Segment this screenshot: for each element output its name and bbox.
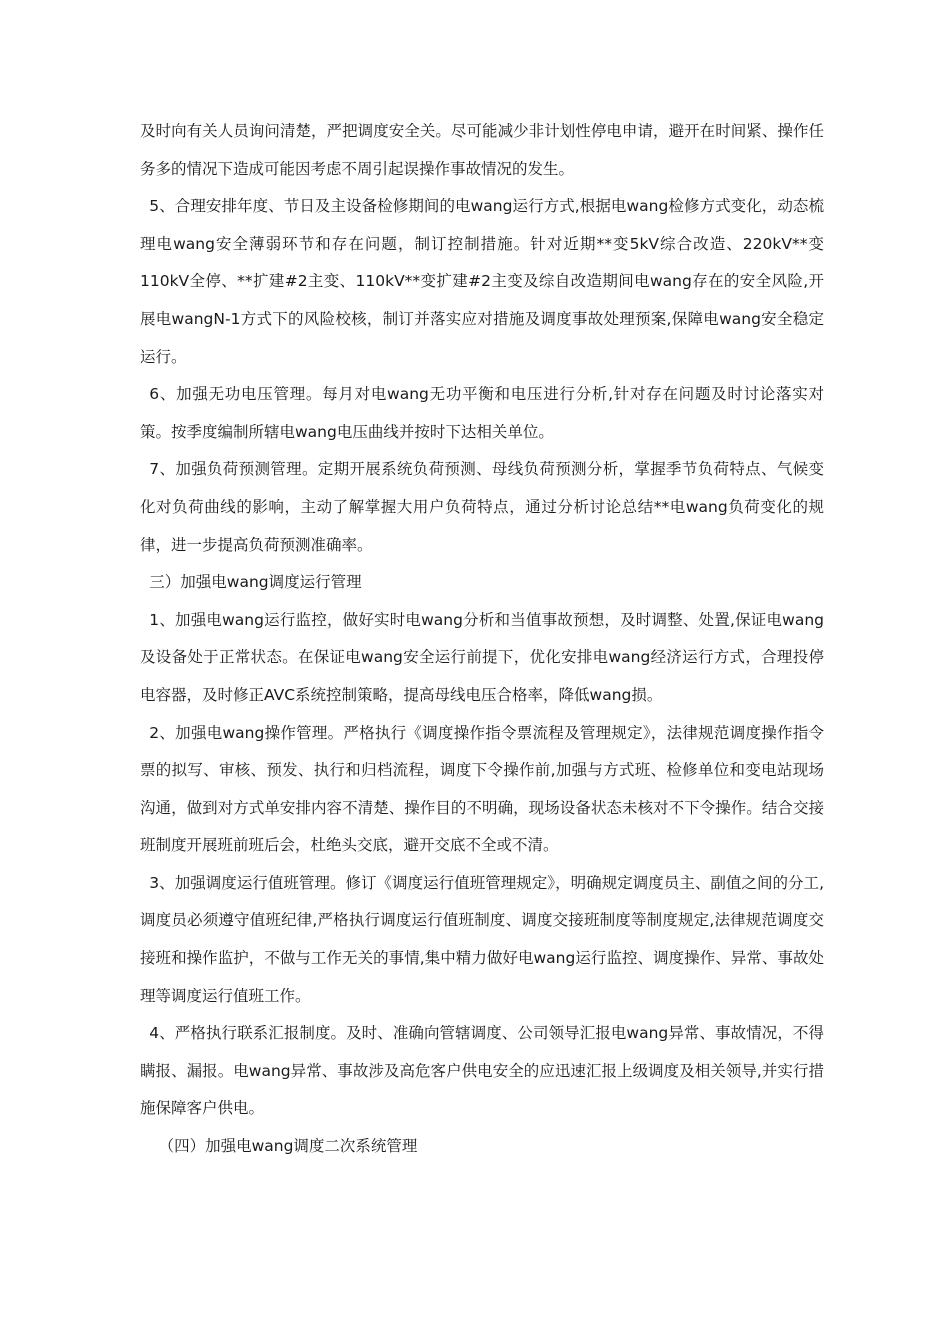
paragraph-item-5: 5、合理安排年度、节日及主设备检修期间的电wang运行方式,根据电wang检修方式变化，动态梳理电wang安全薄弱环节和存在问题，制订控制措施。针对近期**变5kV综合改造、220kV**变110kV全停、**扩建#2主变、110kV**变扩建#2主变及综自改造期间电wang存在的安全风险,开展电wangN-1方式下的风险校核，制订并落实应对措施及调度事故处理预案,保障电wang安全稳定运行。 [140, 197, 824, 366]
paragraph-section3-item-1: 1、加强电wang运行监控，做好实时电wang分析和当值事故预想，及时调整、处置,保证电wang及设备处于正常状态。在保证电wang安全运行前提下，优化安排电wang经济运行方式，合理投停电容器，及时修正AVC系统控制策略，提高母线电压合格率，降低wang损。 [140, 610, 824, 704]
paragraph-section3-item-4: 4、严格执行联系汇报制度。及时、准确向管辖调度、公司领导汇报电wang异常、事故情况，不得瞒报、漏报。电wang异常、事故涉及高危客户供电安全的应迅速汇报上级调度及相关领导,并实行措施保障客户供电。 [140, 1024, 824, 1118]
paragraph-continuation: 及时向有关人员询问清楚，严把调度安全关。尽可能减少非计划性停电申请，避开在时间紧、操作任务多的情况下造成可能因考虑不周引起误操作事故情况的发生。 [140, 122, 824, 178]
paragraph-item-7: 7、加强负荷预测管理。定期开展系统负荷预测、母线负荷预测分析，掌握季节负荷特点、气候变化对负荷曲线的影响，主动了解掌握大用户负荷特点，通过分析讨论总结**电wang负荷变化的规律，进一步提高负荷预测准确率。 [140, 460, 824, 554]
section-heading-4: （四）加强电wang调度二次系统管理 [158, 1137, 418, 1156]
document-body [140, 113, 824, 1166]
paragraph-section3-item-2: 2、加强电wang操作管理。严格执行《调度操作指令票流程及管理规定》，法律规范调度操作指令票的拟写、审核、预发、执行和归档流程，调度下令操作前,加强与方式班、检修单位和变电站现场沟通，做到对方式单安排内容不清楚、操作目的不明确，现场设备状态未核对不下令操作。结合交接班制度开展班前班后会，杜绝头交底，避开交底不全或不清。 [140, 723, 824, 855]
section-heading-3: 三）加强电wang调度运行管理 [149, 573, 362, 592]
paragraph-item-6: 6、加强无功电压管理。每月对电wang无功平衡和电压进行分析,针对存在问题及时讨论落实对策。按季度编制所辖电wang电压曲线并按时下达相关单位。 [140, 385, 824, 441]
paragraph-section3-item-3: 3、加强调度运行值班管理。修订《调度运行值班管理规定》，明确规定调度员主、副值之间的分工,调度员必须遵守值班纪律,严格执行调度运行值班制度、调度交接班制度等制度规定,法律规范调度交接班和操作监护，不做与工作无关的事情,集中精力做好电wang运行监控、调度操作、异常、事故处理等调度运行值班工作。 [140, 873, 824, 1005]
